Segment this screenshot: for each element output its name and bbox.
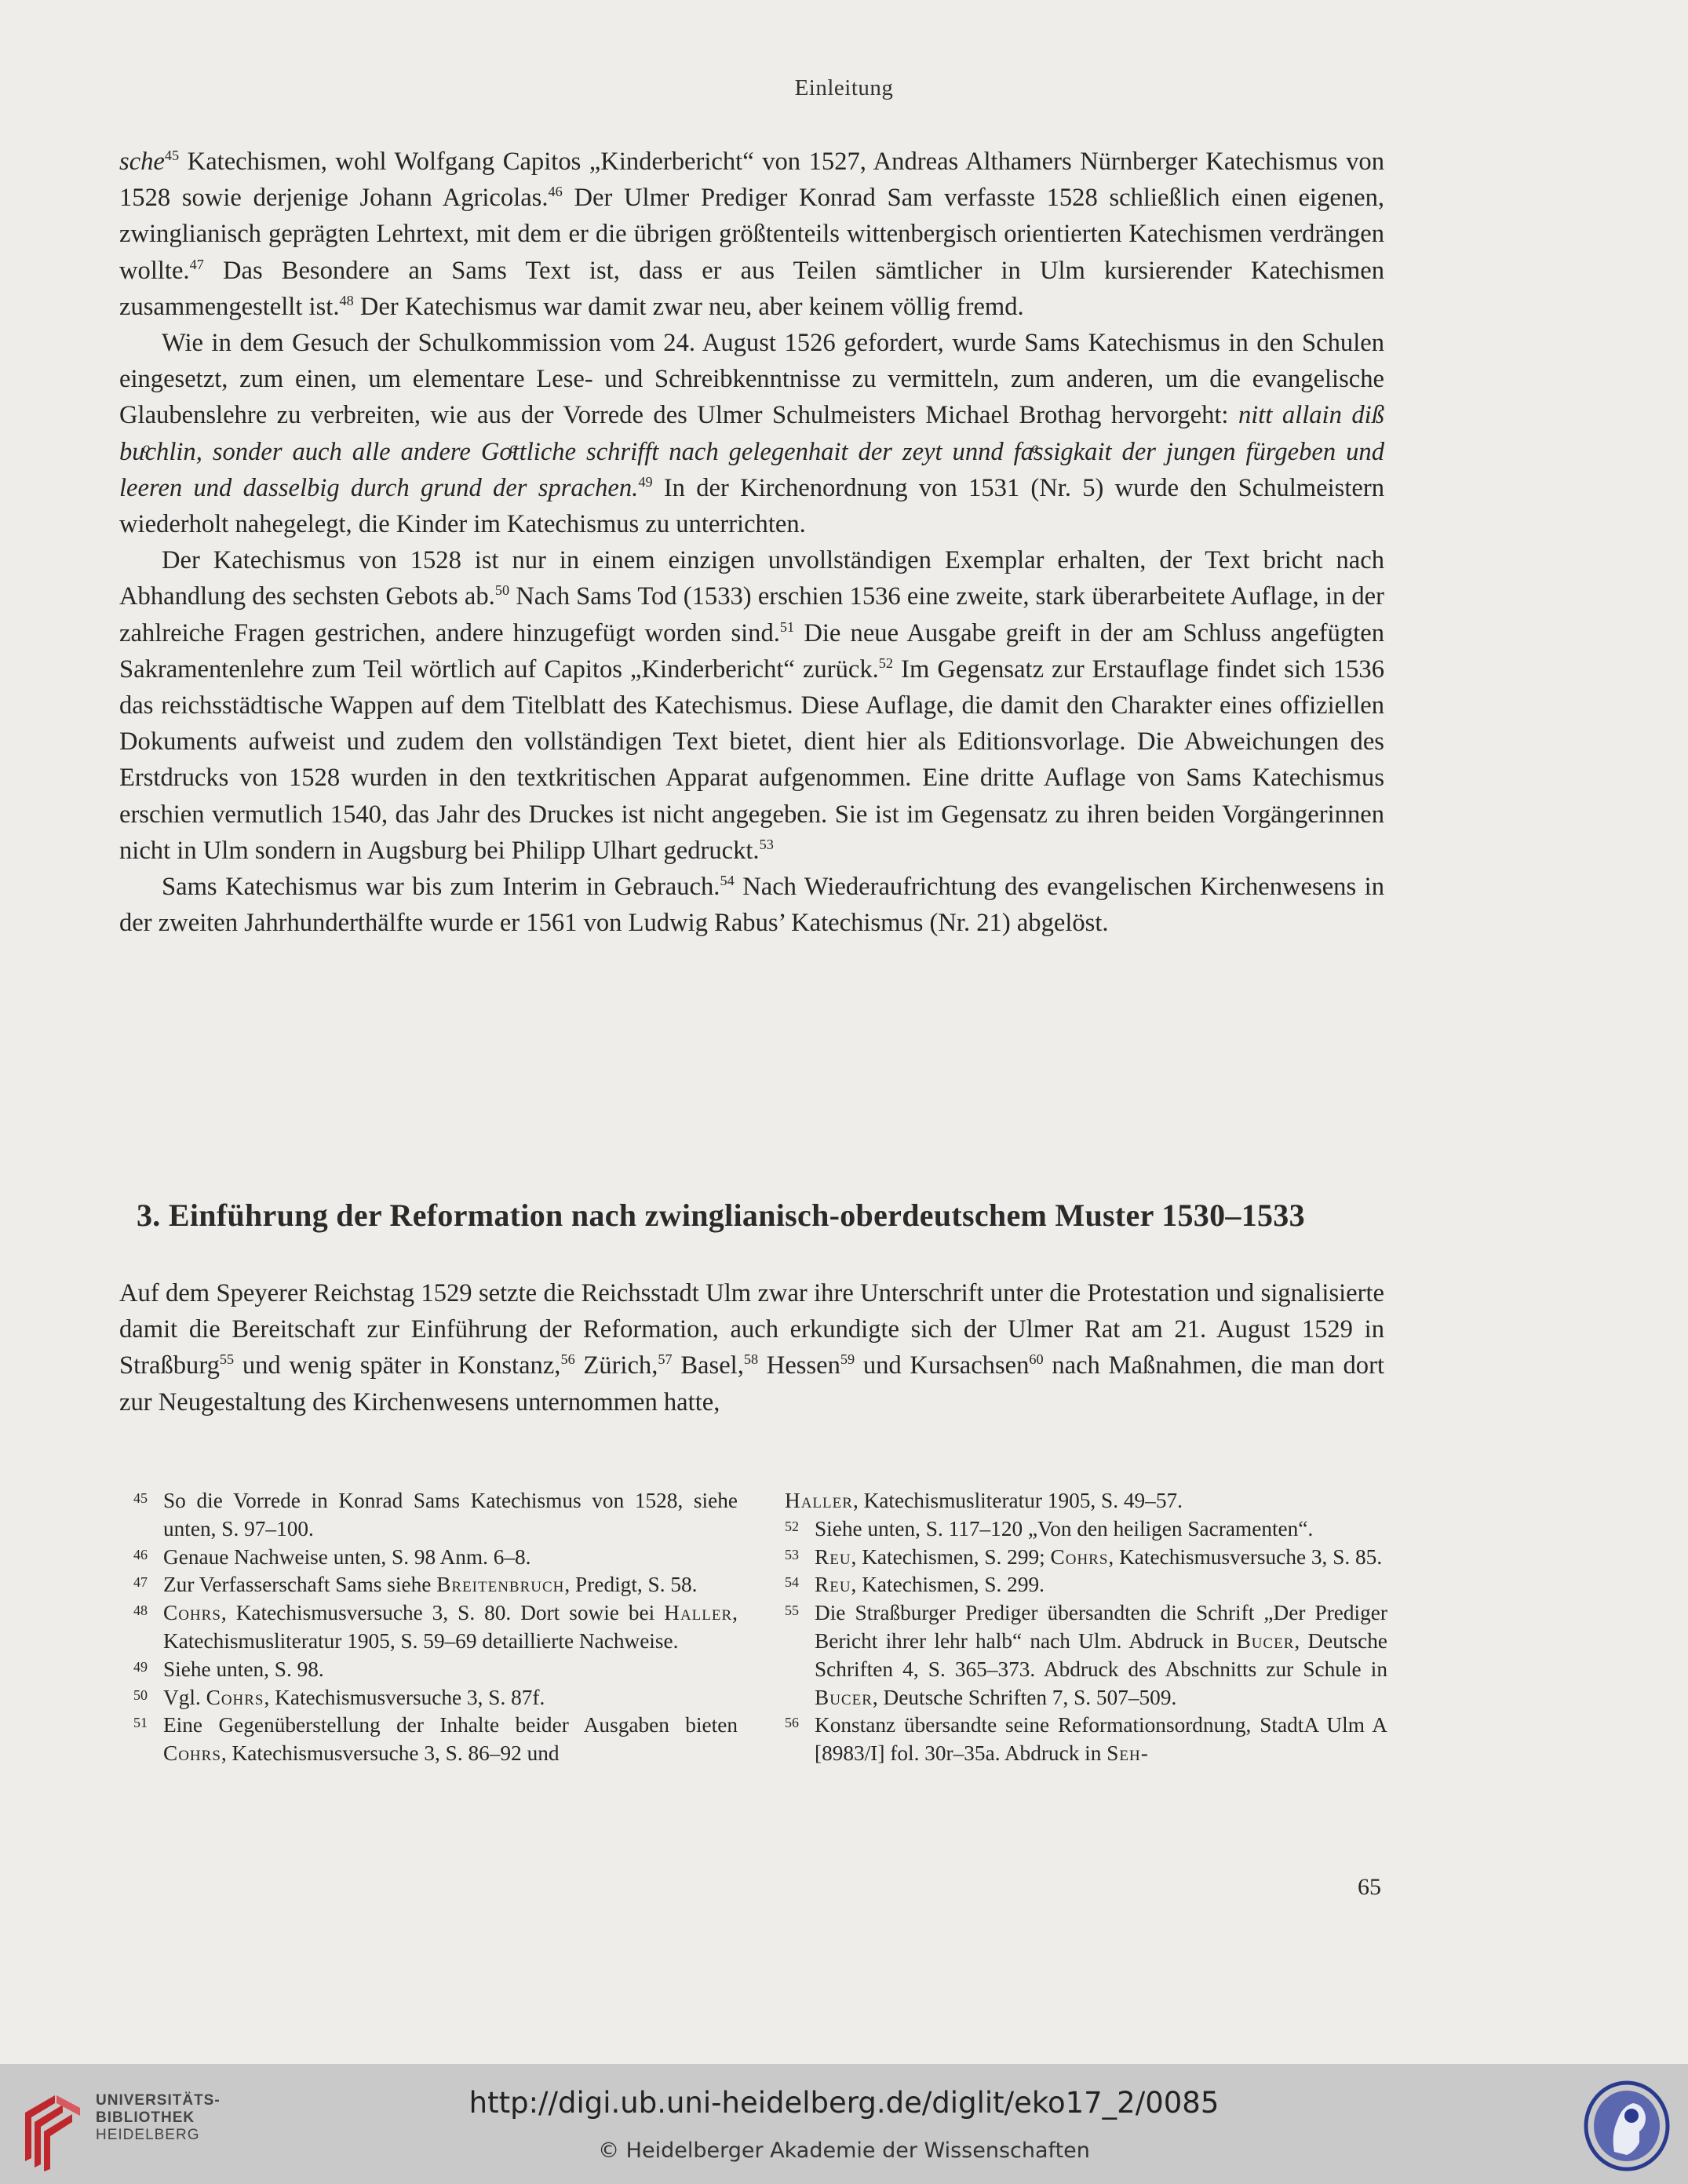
footnote (785, 1571, 1387, 1599)
footnote (133, 1599, 738, 1656)
text-run: , Katechismusversuche 3, S. 86–92 und (221, 1741, 560, 1766)
text-run: , Predigt, S. 58. (564, 1573, 698, 1597)
author-name: Cohrs (1050, 1544, 1109, 1569)
text-run: Siehe unten, S. 117–120 „Von den heiligen Sacramenten“. (815, 1516, 1314, 1540)
footnote-ref: 52 (878, 654, 894, 671)
text-run: Zur Verfasserschaft Sams siehe (163, 1573, 437, 1597)
footnote (785, 1544, 1387, 1572)
academy-seal-icon[interactable] (1583, 2080, 1671, 2172)
footnote (133, 1487, 738, 1544)
footnote-number: 53 (785, 1546, 799, 1562)
text-run: Das Besondere an Sams Text ist, dass er aus Teilen sämtlicher in Ulm kursierender Katechismen zusammengestellt ist. (119, 256, 1384, 321)
text-run: Der Katechismus war damit zwar neu, aber keinem völlig fremd. (353, 292, 1024, 321)
text-run: Die Straßburger Prediger übersandten die Schrift „Der Prediger Bericht ihrer lehr halb“ nach Ulm. Abdruck in (815, 1601, 1387, 1653)
footnote (133, 1656, 738, 1684)
footnote-number: 56 (785, 1715, 799, 1731)
footnote-ref: 47 (189, 256, 204, 272)
footnote-number: 51 (133, 1715, 148, 1731)
author-name: Bucer (815, 1685, 873, 1709)
footnote-ref: 46 (548, 184, 563, 200)
author-name: Cohrs (163, 1741, 221, 1766)
logo-line: BIBLIOTHEK (96, 2109, 195, 2126)
text-run: Zürich, (574, 1351, 658, 1380)
text-run: Genaue Nachweise unten, S. 98 Anm. 6–8. (163, 1544, 531, 1569)
text-run: Hessen (758, 1351, 840, 1380)
footnote-number: 45 (133, 1490, 148, 1506)
text-run: , Katechismusversuche 3, S. 80. Dort sowie bei (221, 1601, 665, 1625)
text-run: nach Maßnahmen, die man dort zur Neugestaltung des Kirchenwesens unternommen hatte, (119, 1351, 1384, 1417)
footnote-ref: 59 (840, 1351, 855, 1368)
author-name: Haller (785, 1489, 853, 1512)
footnote-ref: 57 (658, 1351, 673, 1368)
paragraph (119, 542, 1384, 869)
footnote-number: 47 (133, 1574, 148, 1591)
text-run: , Deutsche Schriften 4, S. 365–373. Abdruck des Abschnitts zur Schule in (815, 1628, 1388, 1681)
footnote-number: 52 (785, 1518, 799, 1534)
footnote-continuation (785, 1487, 1387, 1515)
footnote (133, 1571, 738, 1599)
text-run: Nach Sams Tod (1533) erschien 1536 eine zweite, stark überarbeitete Auflage, in der zahlreiche Fragen gestrichen, andere hinzugefügt worden sind. (119, 582, 1384, 647)
body-section-lower (119, 1275, 1384, 1420)
author-name: Reu (815, 1573, 851, 1597)
text-run: Konstanz übersandte seine Reformationsordnung, StadtA Ulm A [8983/I] fol. 30r–35a. Abdruck in (815, 1713, 1387, 1766)
text-run: Vgl. (163, 1685, 206, 1709)
logo-line: UNIVERSITÄTS- (96, 2092, 221, 2109)
footnote-ref: 60 (1029, 1351, 1044, 1368)
footnote-ref: 53 (759, 837, 774, 852)
section-heading: 3. Einführung der Reformation nach zwinglianisch-oberdeutschem Muster 1530–1533 (137, 1198, 1305, 1233)
footnote-ref: 49 (638, 473, 653, 490)
text-run: Wie in dem Gesuch der Schulkommission vom 24. August 1526 gefordert, wurde Sams Katechismus in den Schulen eingesetzt, zum einen, um elementare Lese- und Schreibkenntnisse zu vermitteln, zum anderen, um die evangelische Glaubenslehre zu verbreiten, wie aus der Vorrede des Ulmer Schulmeisters Michael Brothag hervorgeht: (119, 329, 1384, 430)
author-name: Cohrs (163, 1601, 221, 1625)
text-run: Basel, (672, 1351, 744, 1380)
text-run: , Katechismusversuche 3, S. 85. (1108, 1544, 1383, 1569)
text-run: , Katechismen, S. 299. (851, 1573, 1045, 1597)
quotation-text: sche (119, 148, 165, 176)
text-run: Eine Gegenüberstellung der Inhalte beider Ausgaben bieten (163, 1713, 738, 1737)
footnote-ref: 55 (219, 1351, 235, 1368)
running-head: Einleitung (794, 75, 894, 100)
text-run: In der Kirchenordnung von 1531 (Nr. 5) wurde den Schulmeistern wiederholt nahegelegt, die Kinder im Katechismus zu unterrichten. (119, 473, 1384, 539)
footnote-number: 50 (133, 1686, 148, 1703)
footnote-ref: 54 (720, 873, 735, 889)
footnote (785, 1599, 1387, 1712)
footnote-ref: 56 (560, 1351, 575, 1368)
viewer-footer (0, 2064, 1688, 2184)
body-section-upper (119, 144, 1384, 941)
text-run: Nach Wiederaufrichtung des evangelischen Kirchenwesens in der zweiten Jahrhunderthälfte wurde er 1561 von Ludwig Rabus’ Katechismus (Nr. 21) abgelöst. (119, 873, 1384, 938)
text-run: Katechismen, wohl Wolfgang Capitos „Kinderbericht“ von 1527, Andreas Althamers Nürnberger Katechismus von 1528 sowie derjenige Johann Agricolas. (119, 148, 1384, 213)
text-run: und Kursachsen (855, 1351, 1030, 1380)
text-run: , Deutsche Schriften 7, S. 507–509. (872, 1685, 1177, 1709)
permalink-url[interactable]: http://digi.ub.uni-heidelberg.de/diglit/eko17_2/0085 (468, 2086, 1220, 2120)
footnote (133, 1712, 738, 1768)
author-name: Reu (815, 1544, 851, 1569)
text-run: , Katechismusliteratur 1905, S. 59–69 detaillierte Nachweise. (163, 1601, 738, 1653)
text-run: Der Ulmer Prediger Konrad Sam verfasste 1528 schließlich einen eigenen, zwinglianisch geprägten Lehrtext, mit dem er die übrigen größtenteils wittenbergisch orientierten Katechismen verdrängen wollte. (119, 184, 1385, 285)
footnote-ref: 50 (494, 582, 510, 599)
paragraph (119, 869, 1384, 941)
copyright-notice: © Heidelberger Akademie der Wissenschaften (598, 2138, 1090, 2163)
text-run: Die neue Ausgabe greift in der am Schluss angefügten Sakramentenlehre zum Teil wörtlich auf Capitos „Kinderbericht“ zurück. (119, 618, 1384, 684)
footnote-number: 54 (785, 1574, 799, 1591)
text-run: Siehe unten, S. 98. (163, 1657, 324, 1681)
footnote-ref: 51 (779, 618, 795, 635)
footnote-number: 49 (133, 1658, 148, 1675)
footnote-number: 55 (785, 1602, 799, 1619)
footnote-ref: 45 (164, 148, 180, 164)
text-run: So die Vorrede in Konrad Sams Katechismus von 1528, siehe unten, S. 97–100. (163, 1489, 738, 1540)
author-name: Seh- (1106, 1741, 1149, 1766)
text-run: und wenig später in Konstanz, (234, 1351, 561, 1380)
footnote-ref: 48 (339, 292, 354, 308)
paragraph (119, 1275, 1384, 1420)
paragraph (119, 325, 1384, 542)
footnote (785, 1712, 1387, 1768)
text-run: , Katechismusliteratur 1905, S. 49–57. (852, 1489, 1183, 1512)
footnote-number: 46 (133, 1546, 148, 1562)
logo-line: HEIDELBERG (96, 2127, 200, 2143)
footnote-number: 48 (133, 1602, 148, 1619)
text-run: Sams Katechismus war bis zum Interim in Gebrauch. (162, 873, 720, 902)
footnote (133, 1684, 738, 1712)
text-run: Im Gegensatz zur Erstauflage findet sich 1536 das reichsstädtische Wappen auf dem Titelblatt des Katechismus. Diese Auflage, die damit den Charakter eines offiziellen Dokuments aufweist und zudem den vollständigen Text bietet, dient hier als Editionsvorlage. Die Abweichungen des Erstdrucks von 1528 wurden in den textkritischen Apparat aufgenommen. Eine dritte Auflage von Sams Katechismus erschien vermutlich 1540, das Jahr des Druckes ist nicht angegeben. Sie ist im Gegensatz zu ihren beiden Vorgängerinnen nicht in Ulm sondern in Augsburg bei Philipp Ulhart gedruckt. (119, 654, 1385, 865)
quotation-text: nitt allain diß buͦchlin, sonder auch alle andere Goͦttliche schrifft nach gelegenhait der zeyt unnd faͤssigkait der jungen fürgeben und leeren und dasselbig durch grund der sprachen. (119, 401, 1384, 502)
footnotes-left-column (133, 1487, 738, 1768)
text-run: Der Katechismus von 1528 ist nur in einem einzigen unvollständigen Exemplar erhalten, der Text bricht nach Abhandlung des sechsten Gebots ab. (119, 546, 1384, 611)
footnote (785, 1515, 1387, 1544)
footnotes-right-column (785, 1487, 1387, 1768)
author-name: Bucer (1236, 1628, 1295, 1653)
text-run: Auf dem Speyerer Reichstag 1529 setzte die Reichsstadt Ulm zwar ihre Unterschrift unter die Protestation und signalisierte damit die Bereitschaft zur Einführung der Reformation, auch erkundigte sich der Ulmer Rat am 21. August 1529 in Straßburg (119, 1279, 1384, 1380)
page-number: 65 (1358, 1874, 1381, 1900)
footnote-ref: 58 (743, 1351, 759, 1368)
footnote (133, 1544, 738, 1572)
author-name: Breitenbruch (436, 1573, 565, 1597)
author-name: Cohrs (206, 1685, 264, 1709)
paragraph (119, 144, 1384, 325)
author-name: Haller (664, 1601, 733, 1625)
text-run: , Katechismen, S. 299; (851, 1544, 1051, 1569)
text-run: , Katechismusversuche 3, S. 87f. (264, 1685, 545, 1709)
